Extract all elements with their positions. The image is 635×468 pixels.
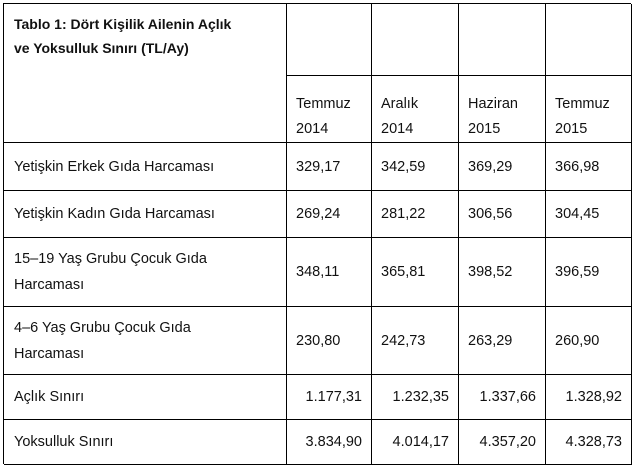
row-label-line: Harcaması — [14, 346, 85, 362]
row-label-line: 15–19 Yaş Grubu Çocuk Gıda — [14, 251, 207, 267]
row-label-line: 4–6 Yaş Grubu Çocuk Gıda — [14, 320, 191, 336]
column-header-month: Aralık — [381, 96, 419, 112]
row-label — [4, 307, 287, 375]
table-cell: 1.328,92 — [546, 375, 632, 420]
empty-header-cell — [459, 4, 546, 76]
table-title-line-1: Tablo 1: Dört Kişilik Ailenin Açlık — [14, 16, 232, 32]
table-cell: 1.177,31 — [287, 375, 372, 420]
table-cell: 242,73 — [372, 307, 459, 375]
table-cell: 329,17 — [287, 143, 372, 191]
column-header-year: 2014 — [296, 121, 329, 137]
empty-header-cell — [546, 4, 632, 76]
empty-header-cell — [287, 4, 372, 76]
row-label: Yetişkin Kadın Gıda Harcaması — [4, 191, 287, 238]
poverty-table — [3, 3, 631, 464]
row-label: Açlık Sınırı — [4, 375, 287, 420]
column-header-year: 2015 — [555, 121, 588, 137]
table-title — [4, 4, 287, 143]
table-cell: 1.337,66 — [459, 375, 546, 420]
column-header-temmuz-2014 — [287, 76, 372, 143]
empty-header-cell — [372, 4, 459, 76]
row-label — [4, 238, 287, 307]
table-title-line-2: ve Yoksulluk Sınırı (TL/Ay) — [14, 40, 189, 56]
column-header-month: Haziran — [468, 96, 518, 112]
table-cell: 342,59 — [372, 143, 459, 191]
table-cell: 396,59 — [546, 238, 632, 307]
table-cell: 269,24 — [287, 191, 372, 238]
column-header-haziran-2015 — [459, 76, 546, 143]
table-cell: 4.357,20 — [459, 420, 546, 465]
column-header-month: Temmuz — [296, 96, 351, 112]
table-cell: 304,45 — [546, 191, 632, 238]
table-cell: 365,81 — [372, 238, 459, 307]
column-header-year: 2015 — [468, 121, 501, 137]
table-cell: 366,98 — [546, 143, 632, 191]
table-cell: 398,52 — [459, 238, 546, 307]
row-label: Yetişkin Erkek Gıda Harcaması — [4, 143, 287, 191]
table-cell: 306,56 — [459, 191, 546, 238]
column-header-aralik-2014 — [372, 76, 459, 143]
table-cell: 348,11 — [287, 238, 372, 307]
table-cell: 230,80 — [287, 307, 372, 375]
column-header-year: 2014 — [381, 121, 414, 137]
column-header-month: Temmuz — [555, 96, 610, 112]
table-cell: 3.834,90 — [287, 420, 372, 465]
table-cell: 4.328,73 — [546, 420, 632, 465]
table-cell: 263,29 — [459, 307, 546, 375]
table-cell: 281,22 — [372, 191, 459, 238]
row-label: Yoksulluk Sınırı — [4, 420, 287, 465]
table-cell: 4.014,17 — [372, 420, 459, 465]
table-cell: 369,29 — [459, 143, 546, 191]
table-cell: 1.232,35 — [372, 375, 459, 420]
column-header-temmuz-2015 — [546, 76, 632, 143]
table-cell: 260,90 — [546, 307, 632, 375]
row-label-line: Harcaması — [14, 277, 85, 293]
